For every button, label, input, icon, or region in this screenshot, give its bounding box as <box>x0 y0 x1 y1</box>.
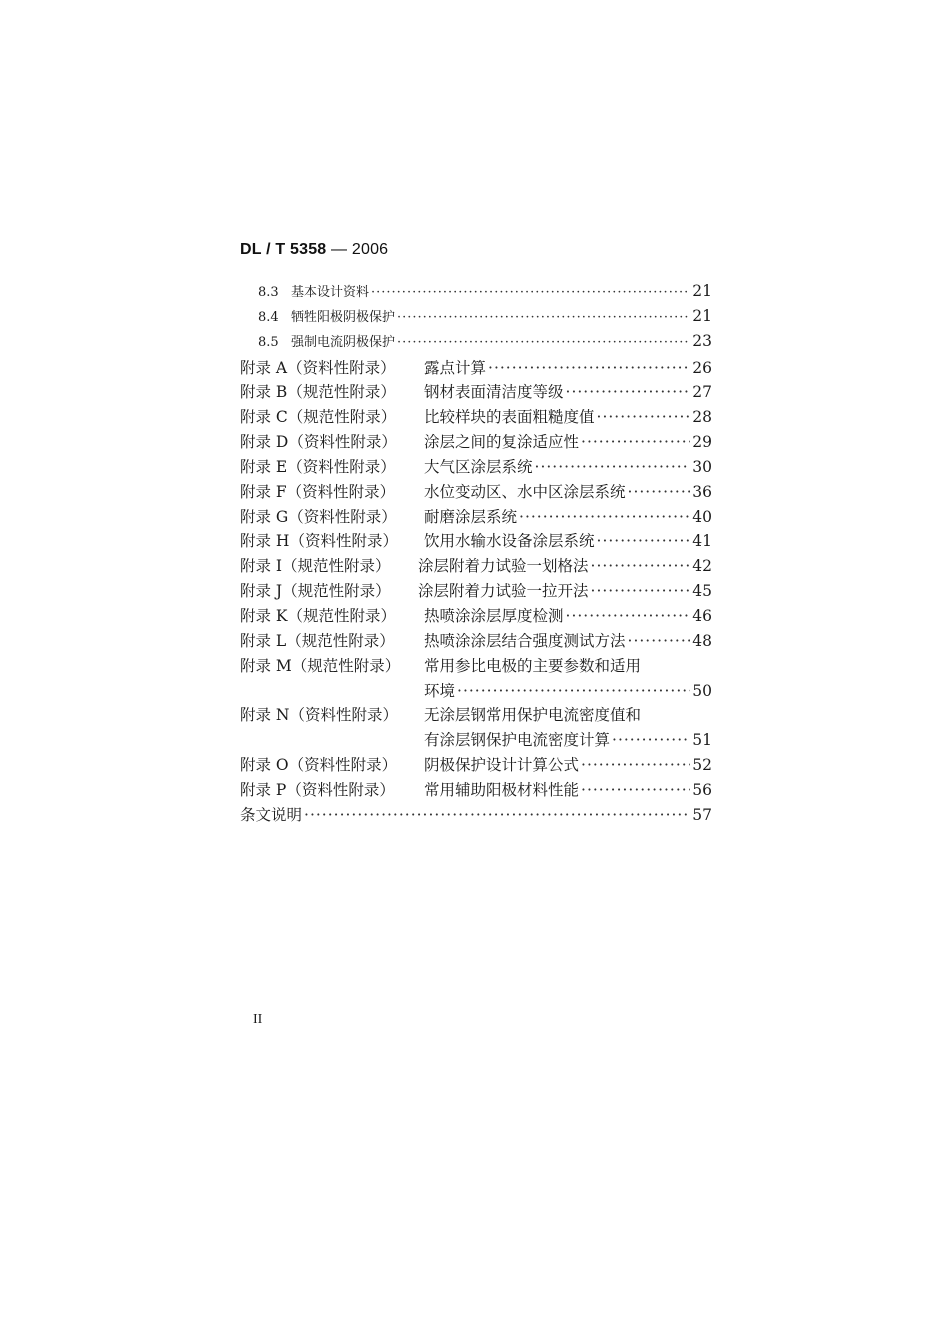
toc-section-8-5[interactable] <box>240 331 712 356</box>
toc-leader-dots <box>519 508 690 526</box>
footer-page-number: II <box>253 1012 263 1027</box>
toc-section-title: 牺牲阳极阴极保护 <box>291 309 396 325</box>
toc-appendix-m-continued[interactable] <box>240 679 712 704</box>
toc-page-number: 45 <box>692 582 712 601</box>
toc-leader-dots <box>304 806 690 824</box>
toc-appendix-label: 附录 L（规范性附录） <box>240 631 395 650</box>
table-of-contents <box>240 281 712 828</box>
toc-appendix-label: 附录 F（资料性附录） <box>240 482 396 501</box>
standard-code: DL / T 5358 <box>240 241 327 258</box>
toc-page-number: 23 <box>692 331 712 350</box>
toc-leader-dots <box>566 383 691 401</box>
toc-appendix-title: 饮用水输水设备涂层系统 <box>424 532 595 551</box>
toc-leader-dots <box>397 310 690 325</box>
toc-appendix-h[interactable] <box>240 529 712 554</box>
toc-appendix-title-continued: 环境 <box>424 681 456 700</box>
toc-page-number: 50 <box>692 681 712 700</box>
toc-appendix-k[interactable] <box>240 604 712 629</box>
toc-leader-dots <box>597 408 691 426</box>
toc-appendix-label: 附录 J（规范性附录） <box>240 582 391 601</box>
toc-section-title: 基本设计资料 <box>291 285 370 300</box>
toc-leader-dots <box>612 731 690 749</box>
document-header <box>240 241 388 259</box>
toc-explanation-title: 条文说明 <box>240 805 303 824</box>
toc-page-number: 21 <box>692 282 712 300</box>
toc-appendix-label: 附录 O（资料性附录） <box>240 756 398 775</box>
toc-appendix-title: 阴极保护设计计算公式 <box>424 756 580 775</box>
toc-appendix-label: 附录 H（资料性附录） <box>240 532 398 551</box>
toc-appendix-label: 附录 I（规范性附录） <box>240 557 391 576</box>
toc-section-number: 8.3 <box>258 285 279 300</box>
toc-appendix-title: 热喷涂涂层结合强度测试方法 <box>424 631 626 650</box>
toc-appendix-e[interactable] <box>240 455 712 480</box>
toc-appendix-title: 常用参比电极的主要参数和适用 <box>424 656 642 675</box>
toc-appendix-label: 附录 C（规范性附录） <box>240 408 397 427</box>
toc-page-number: 51 <box>692 731 712 750</box>
toc-leader-dots <box>591 582 691 600</box>
toc-appendix-o[interactable] <box>240 753 712 778</box>
toc-section-number: 8.4 <box>258 309 279 325</box>
toc-page-number: 28 <box>692 408 712 427</box>
toc-appendix-m[interactable] <box>240 654 712 679</box>
toc-page-number: 36 <box>692 482 712 501</box>
toc-page-number: 56 <box>692 780 712 799</box>
toc-leader-dots <box>566 607 691 625</box>
toc-appendix-title: 大气区涂层系统 <box>424 457 533 476</box>
toc-leader-dots <box>397 335 690 350</box>
toc-appendix-label: 附录 E（资料性附录） <box>240 457 396 476</box>
toc-page-number: 21 <box>692 306 712 325</box>
toc-appendix-n-continued[interactable] <box>240 728 712 753</box>
toc-appendix-c[interactable] <box>240 405 712 430</box>
toc-leader-dots <box>488 359 690 377</box>
toc-page-number: 46 <box>692 606 712 625</box>
toc-appendix-label: 附录 M（规范性附录） <box>240 656 401 675</box>
toc-appendix-title: 钢材表面清洁度等级 <box>424 383 564 402</box>
toc-leader-dots <box>457 682 690 700</box>
toc-appendix-d[interactable] <box>240 430 712 455</box>
toc-appendix-title: 常用辅助阳极材料性能 <box>424 780 580 799</box>
toc-leader-dots <box>581 756 690 774</box>
toc-leader-dots <box>628 483 691 501</box>
toc-appendix-label: 附录 B（规范性附录） <box>240 383 396 402</box>
toc-page-number: 48 <box>692 631 712 650</box>
toc-appendix-g[interactable] <box>240 505 712 530</box>
toc-appendix-title: 露点计算 <box>424 358 487 377</box>
toc-appendix-label: 附录 D（资料性附录） <box>240 433 397 452</box>
toc-page-number: 40 <box>692 507 712 526</box>
toc-appendix-label: 附录 G（资料性附录） <box>240 507 397 526</box>
toc-leader-dots <box>535 458 691 476</box>
toc-appendix-title: 涂层附着力试验一划格法 <box>418 557 589 576</box>
toc-appendix-b[interactable] <box>240 380 712 405</box>
toc-page-number: 26 <box>692 358 712 377</box>
toc-appendix-title: 涂层附着力试验一拉开法 <box>418 582 589 601</box>
toc-leader-dots <box>597 532 691 550</box>
toc-section-8-3[interactable] <box>240 281 712 306</box>
toc-appendix-label: 附录 P（资料性附录） <box>240 780 395 799</box>
toc-appendix-label: 附录 A（资料性附录） <box>240 358 396 377</box>
toc-page-number: 42 <box>692 557 712 576</box>
toc-appendix-title: 无涂层钢常用保护电流密度值和 <box>424 706 642 725</box>
toc-leader-dots <box>581 433 690 451</box>
standard-year: 2006 <box>351 241 389 258</box>
toc-leader-dots <box>371 285 690 300</box>
toc-appendix-title: 比较样块的表面粗糙度值 <box>424 408 595 427</box>
header-separator: — <box>326 241 352 258</box>
toc-appendix-title-continued: 有涂层钢保护电流密度计算 <box>424 731 611 750</box>
toc-appendix-label: 附录 K（规范性附录） <box>240 606 397 625</box>
toc-leader-dots <box>628 632 691 650</box>
toc-page-number: 29 <box>692 433 712 452</box>
toc-appendix-p[interactable] <box>240 778 712 803</box>
toc-section-8-4[interactable] <box>240 306 712 331</box>
toc-section-title: 强制电流阴极保护 <box>291 334 396 350</box>
toc-appendix-a[interactable] <box>240 356 712 381</box>
toc-page-number: 27 <box>692 383 712 402</box>
toc-section-number: 8.5 <box>258 334 279 350</box>
toc-page-number: 57 <box>692 805 712 824</box>
toc-page-number: 30 <box>692 457 712 476</box>
toc-page-number: 41 <box>692 532 712 551</box>
toc-appendix-j[interactable] <box>240 579 712 604</box>
toc-appendix-n[interactable] <box>240 703 712 728</box>
toc-explanation[interactable] <box>240 803 712 828</box>
toc-appendix-title: 水位变动区、水中区涂层系统 <box>424 482 626 501</box>
toc-appendix-l[interactable] <box>240 629 712 654</box>
toc-page-number: 52 <box>692 756 712 775</box>
toc-appendix-title: 耐磨涂层系统 <box>424 507 518 526</box>
toc-leader-dots <box>581 781 690 799</box>
toc-leader-dots <box>591 557 691 575</box>
toc-appendix-i[interactable] <box>240 554 712 579</box>
toc-appendix-label: 附录 N（资料性附录） <box>240 706 398 725</box>
toc-appendix-title: 涂层之间的复涂适应性 <box>424 433 580 452</box>
toc-appendix-f[interactable] <box>240 480 712 505</box>
toc-appendix-title: 热喷涂涂层厚度检测 <box>424 606 564 625</box>
